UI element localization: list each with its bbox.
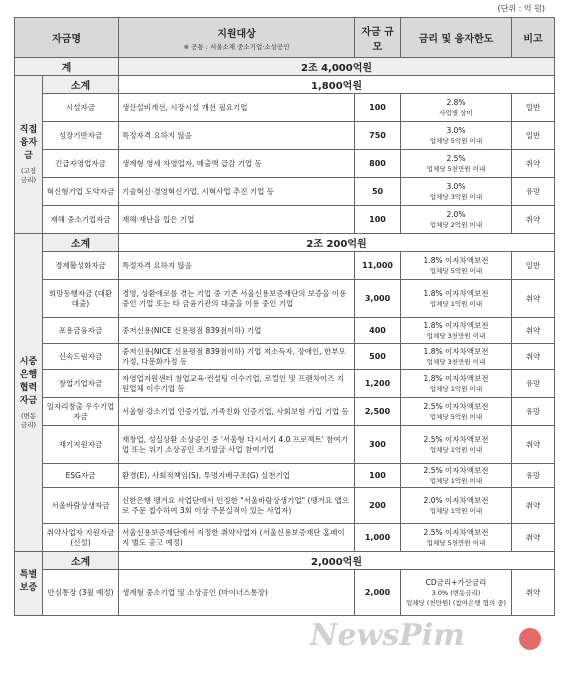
fund-name: 시설자금 (43, 94, 119, 122)
rate-value: 1.8% 이자차액보전 (423, 373, 489, 383)
fund-note: 취약 (512, 206, 555, 234)
fund-rate (401, 178, 512, 206)
fund-size: 300 (355, 426, 401, 464)
rate-value: 3.0% (446, 125, 466, 135)
table-row (15, 398, 555, 426)
rate-limit: 사업별 상이 (439, 108, 473, 117)
fund-size: 2,500 (355, 398, 401, 426)
fund-target: 재해·재난을 입은 기업 (119, 206, 355, 234)
subtotal-amount: 2,000억원 (119, 552, 555, 570)
fund-rate (401, 344, 512, 370)
table-row (15, 94, 555, 122)
table-row (15, 370, 555, 398)
rate-value: 1.8% 이자차액보전 (423, 320, 489, 330)
rate-limit: 업체당 5천만원 이내 (426, 164, 486, 173)
fund-target: 기술혁신·경영혁신기업, 시혁사업 추진 기업 등 (119, 178, 355, 206)
fund-note: 일반 (512, 252, 555, 280)
section-category (15, 234, 43, 552)
fund-target: 생산설비개선, 시장시설 개선 필요기업 (119, 94, 355, 122)
fund-note: 유망 (512, 370, 555, 398)
fund-size: 800 (355, 150, 401, 178)
header-rate: 금리 및 융자한도 (401, 18, 512, 58)
fund-name: 일자리창출 우수기업자금 (43, 398, 119, 426)
rate-value: 2.8% (446, 97, 466, 107)
fund-target: 경영, 상환애로를 겪는 기업 중 기존 서울신용보증재단의 보증을 이용 중인 기업 또는 타 금융기관의 대출을 이용 중인 기업 (119, 280, 355, 318)
fund-note: 취약 (512, 318, 555, 344)
section-category-label: 시중 은행 협력 자금 (19, 356, 38, 406)
table-row (15, 464, 555, 488)
fund-size: 200 (355, 488, 401, 524)
fund-note: 취약 (512, 570, 555, 616)
rate-limit: 업체당 1억원 이내 (429, 445, 483, 454)
loan-fund-table (14, 17, 555, 616)
fund-rate (401, 524, 512, 552)
header-note: 비고 (512, 18, 555, 58)
rate-value: CD금리+가산금리 (425, 577, 487, 587)
fund-note: 유망 (512, 178, 555, 206)
fund-target: 특정자격 요하지 않음 (119, 122, 355, 150)
fund-target: 특정자격 요하지 않음 (119, 252, 355, 280)
watermark-logo-icon (519, 628, 541, 650)
fund-note: 유망 (512, 464, 555, 488)
table-row (15, 318, 555, 344)
fund-rate (401, 280, 512, 318)
fund-size: 50 (355, 178, 401, 206)
rate-limit: 업체당 5억원 이내 (429, 412, 483, 421)
section-category-label: 직접 융자금 (19, 125, 38, 161)
fund-note: 취약 (512, 426, 555, 464)
fund-note: 유망 (512, 398, 555, 426)
table-row (15, 122, 555, 150)
section-category-label: 특별 보증 (19, 569, 38, 593)
table-row (15, 252, 555, 280)
total-amount: 2조 4,000억원 (119, 58, 555, 76)
section-category (15, 552, 43, 616)
rate-limit: 업체당 2억원 이내 (429, 220, 483, 229)
table-row (15, 524, 555, 552)
rate-value: 3.0% (446, 181, 466, 191)
rate-value: 2.0% (446, 209, 466, 219)
rate-value: 2.5% 이자차액보전 (423, 401, 489, 411)
table-row (15, 570, 555, 616)
table-row (15, 344, 555, 370)
rate-limit: 업체당 3천만원 이내 (426, 331, 486, 340)
fund-note: 취약 (512, 344, 555, 370)
rate-value: 2.0% 이자차액보전 (423, 495, 489, 505)
rate-limit: 업체당 3억원 이내 (429, 192, 483, 201)
fund-rate (401, 206, 512, 234)
fund-name: 재해 중소기업자금 (43, 206, 119, 234)
fund-target: 서울신용보증재단에서 지정한 취약사업자 (서울신용보증재단 홈페이지 별도 공고 예정) (119, 524, 355, 552)
fund-name: 포용금융자금 (43, 318, 119, 344)
fund-size: 1,000 (355, 524, 401, 552)
rate-value: 1.8% 이자차액보전 (423, 288, 489, 298)
subtotal-amount: 1,800억원 (119, 76, 555, 94)
fund-note: 일반 (512, 94, 555, 122)
fund-size: 750 (355, 122, 401, 150)
fund-size: 100 (355, 464, 401, 488)
subtotal-amount: 2조 200억원 (119, 234, 555, 252)
fund-size: 100 (355, 94, 401, 122)
newspim-watermark: NewsPim (310, 618, 465, 653)
rate-limit: 업체당 (천만원) (참여은행 협의 중) (405, 598, 507, 607)
fund-size: 100 (355, 206, 401, 234)
fund-size: 500 (355, 344, 401, 370)
rate-limit: 업체당 1억원 이내 (429, 506, 483, 515)
rate-limit: 업체당 1억원 이내 (429, 384, 483, 393)
subtotal-label: 소계 (43, 552, 119, 570)
table-row (15, 280, 555, 318)
fund-note: 일반 (512, 122, 555, 150)
fund-name: 신속드림자금 (43, 344, 119, 370)
fund-rate (401, 252, 512, 280)
rate-value: 2.5% 이자차액보전 (423, 527, 489, 537)
fund-rate (401, 488, 512, 524)
table-row (15, 426, 555, 464)
fund-name: ESG자금 (43, 464, 119, 488)
header-size: 자금 규모 (355, 18, 401, 58)
fund-target: 신한은행 땡겨요 사업단에서 인정한 "서울바람상생기업" (땡겨요 앱으로 주문 접수하여 3회 이상 주문실적이 있는 사업자) (119, 488, 355, 524)
section-category-note: (변동 금리) (20, 411, 37, 429)
rate-extra: 3.0% (변동금리) (431, 588, 481, 597)
header-target: 지원대상 ※ 공통 : 서울소재 중소기업·소상공인 (119, 18, 355, 58)
subtotal-label: 소계 (43, 234, 119, 252)
section-category (15, 76, 43, 234)
rate-limit: 업체당 5억원 이내 (429, 266, 483, 275)
fund-note: 취약 (512, 280, 555, 318)
fund-rate (401, 464, 512, 488)
fund-rate (401, 570, 512, 616)
fund-name: 경제활성화자금 (43, 252, 119, 280)
rate-limit: 업체당 1억원 이내 (429, 476, 483, 485)
fund-rate (401, 370, 512, 398)
fund-rate (401, 94, 512, 122)
table-row (15, 488, 555, 524)
rate-value: 2.5% (446, 153, 466, 163)
fund-name: 재기지원자금 (43, 426, 119, 464)
total-label: 계 (15, 58, 119, 76)
fund-target: 생계형 중소기업 및 소상공인 (마이너스통장) (119, 570, 355, 616)
table-row (15, 150, 555, 178)
rate-limit: 업체당 5억원 이내 (429, 136, 483, 145)
fund-size: 1,200 (355, 370, 401, 398)
fund-name: 취약사업자 지원자금(신설) (43, 524, 119, 552)
table-row (15, 178, 555, 206)
rate-limit: 업체당 1억원 이내 (429, 299, 483, 308)
rate-limit: 업체당 3천만원 이내 (426, 357, 486, 366)
fund-target: 서울형 강소기업 인증기업, 가족친화 인증기업, 사회보험 가입 기업 등 (119, 398, 355, 426)
rate-value: 1.8% 이자차액보전 (423, 255, 489, 265)
fund-note: 취약 (512, 150, 555, 178)
section-category-note: (고정 금리) (20, 167, 37, 184)
fund-name: 안심통장 (3월 예정) (43, 570, 119, 616)
fund-name: 긴급자영업자금 (43, 150, 119, 178)
fund-target: 중저신용(NICE 신용평점 839점이하) 기업 (119, 318, 355, 344)
fund-name: 서울바람상생자금 (43, 488, 119, 524)
fund-target: 중저신용(NICE 신용평점 839점이하) 기업 저소득자, 장애인, 한부모가정, 다문화가정 등 (119, 344, 355, 370)
fund-rate (401, 150, 512, 178)
rate-value: 2.5% 이자차액보전 (423, 465, 489, 475)
header-target-note: ※ 공통 : 서울소재 중소기업·소상공인 (183, 42, 290, 51)
table-row (15, 206, 555, 234)
subtotal-label: 소계 (43, 76, 119, 94)
fund-rate (401, 426, 512, 464)
fund-size: 11,000 (355, 252, 401, 280)
fund-rate (401, 318, 512, 344)
fund-name: 창업기업자금 (43, 370, 119, 398)
fund-note: 취약 (512, 488, 555, 524)
rate-value: 1.8% 이자차액보전 (423, 346, 489, 356)
fund-size: 3,000 (355, 280, 401, 318)
fund-size: 400 (355, 318, 401, 344)
rate-limit: 업체당 5천만원 이내 (426, 538, 486, 547)
fund-name: 혁신형기업 도약자금 (43, 178, 119, 206)
header-name: 자금명 (15, 18, 119, 58)
fund-target: 환경(E), 사회적책임(S), 투명지배구조(G) 실천기업 (119, 464, 355, 488)
fund-name: 희망동행자금 (대환대출) (43, 280, 119, 318)
unit-label: (단위 : 억 원) (497, 4, 545, 13)
rate-value: 2.5% 이자차액보전 (423, 434, 489, 444)
fund-name: 성장기반자금 (43, 122, 119, 150)
fund-target: 자영업지원센터 창업교육·컨설팅 이수기업, 로컬인 및 프랜차이즈 지원업체 이수기업 등 (119, 370, 355, 398)
fund-target: 재창업, 성실상환 소상공인 중 '서울형 다시서기 4.0 프로젝트' 참여기업 또는 위기 소상공인 조기발굴 사업 참여기업 (119, 426, 355, 464)
fund-size: 2,000 (355, 570, 401, 616)
fund-note: 취약 (512, 524, 555, 552)
fund-rate (401, 122, 512, 150)
fund-rate (401, 398, 512, 426)
fund-target: 생계형 영세 자영업자, 매출액 급감 기업 등 (119, 150, 355, 178)
